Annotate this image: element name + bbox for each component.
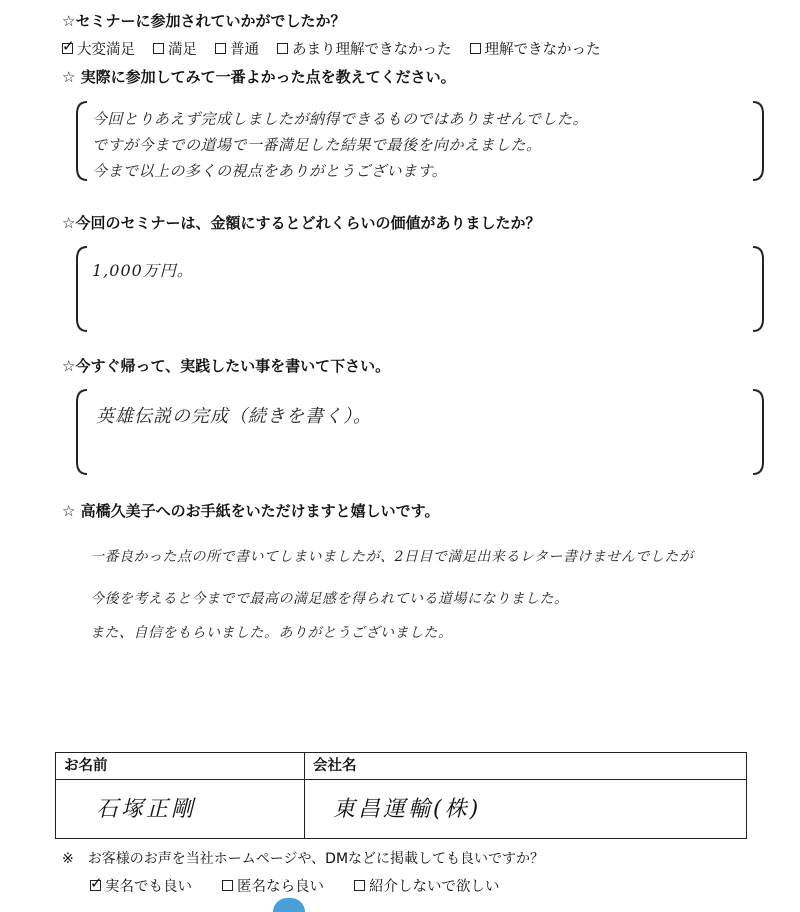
permission-note: ※ お客様のお声を当社ホームページや、DMなどに掲載しても良いですか？ xyxy=(62,851,545,867)
q4-answer: 英雄伝説の完成（続きを書く）。 xyxy=(96,406,372,427)
q5-line-1: 今後を考えると今までで最高の満足感を得られている道場になりました。 xyxy=(90,591,569,607)
decorative-dot-icon xyxy=(273,898,305,912)
name-company-table xyxy=(55,752,747,839)
q5-line-0: 一番良かった点の所で書いてしまいましたが、2日目で満足出来るレター書けませんでしたが xyxy=(90,549,694,565)
company-value: 東昌運輸(株) xyxy=(333,797,482,822)
company-field[interactable] xyxy=(305,780,747,839)
q5-line-2: また、自信をもらいました。ありがとうございました。 xyxy=(90,625,453,641)
checkbox-icon[interactable] xyxy=(222,880,233,891)
q3-title: ☆今回のセミナーは、金額にするとどれくらいの価値がありましたか？ xyxy=(62,214,541,232)
permission-option-1[interactable]: 匿名なら良い xyxy=(222,875,324,896)
q5-title: ☆ 高橋久美子へのお手紙をいただけますと嬉しいです。 xyxy=(62,502,440,520)
q4-answer-box[interactable] xyxy=(75,386,765,478)
checkbox-icon[interactable] xyxy=(215,43,226,54)
checkbox-icon[interactable] xyxy=(354,880,365,891)
q2-line-1: ですが今までの道場で一番満足した結果で最後を向かえました。 xyxy=(92,136,542,154)
q1-option-0[interactable]: ✓ 大変満足 xyxy=(62,38,135,59)
q3-answer: 1,000万円。 xyxy=(92,261,194,280)
q3-answer-box[interactable] xyxy=(75,243,765,335)
q4-title: ☆今すぐ帰って、実践したい事を書いて下さい。 xyxy=(62,357,391,375)
checkbox-icon[interactable] xyxy=(277,43,288,54)
q2-line-0: 今回とりあえず完成しましたが納得できるものではありませんでした。 xyxy=(92,110,589,128)
permission-options xyxy=(90,875,500,896)
bracket-icon xyxy=(75,386,765,478)
q1-options xyxy=(62,38,601,59)
q1-option-2[interactable]: 普通 xyxy=(215,38,259,59)
name-field[interactable] xyxy=(56,780,305,839)
checkbox-icon[interactable] xyxy=(470,43,481,54)
permission-option-2[interactable]: 紹介しないで欲しい xyxy=(354,875,500,896)
company-label: 会社名 xyxy=(305,753,747,780)
permission-option-0[interactable]: ✓ 実名でも良い xyxy=(90,875,192,896)
q1-title: ☆セミナーに参加されていかがでしたか？ xyxy=(62,12,346,30)
q1-option-3[interactable]: あまり理解できなかった xyxy=(277,38,452,59)
bracket-icon xyxy=(75,243,765,335)
q2-title: ☆ 実際に参加してみて一番よかった点を教えてください。 xyxy=(62,68,456,86)
q2-line-2: 今まで以上の多くの視点をありがとうございます。 xyxy=(92,162,448,180)
q1-option-4[interactable]: 理解できなかった xyxy=(470,38,601,59)
q1-option-1[interactable]: 満足 xyxy=(153,38,197,59)
name-label: お名前 xyxy=(56,753,305,780)
checkbox-icon[interactable] xyxy=(153,43,164,54)
checkbox-checked-icon[interactable] xyxy=(90,880,101,891)
name-value: 石塚正剛 xyxy=(96,797,197,822)
checkbox-checked-icon[interactable] xyxy=(62,43,73,54)
